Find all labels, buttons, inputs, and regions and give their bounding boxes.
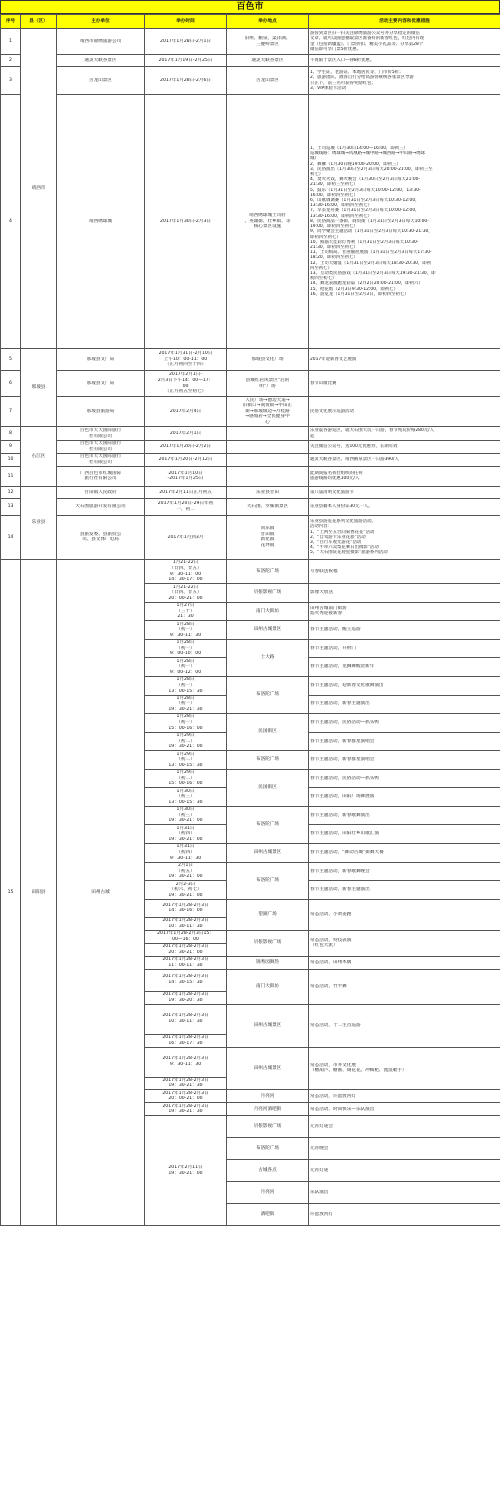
content-cell: 常态活动，时尚快乐—乐队演出 [309, 1103, 500, 1116]
organizer-cell: 百色市天天国际旅行 社有限公司 [57, 427, 145, 441]
time-cell: 2017年1月28-2月3日 9：30-11：30 [145, 1047, 227, 1077]
content-cell: 春节主题活动，龙狮舞醒贺新年 [309, 658, 500, 677]
row-number: 3 [1, 67, 21, 95]
place-cell: 布洛陀广场 [227, 559, 309, 583]
content-cell: 春节主题活动，新春歌舞演出 [309, 806, 500, 825]
content-cell: 2017年迎新春文艺展演 [309, 349, 500, 371]
organizer-cell: 百色市天天国际旅行 社有限公司 [57, 453, 145, 466]
content-cell: 影像大放送 [309, 584, 500, 603]
time-cell: 1月31日 （初四） 9：30-11：30 [145, 844, 227, 863]
time-cell: 2017年2月1日- 2月3日下午14：00—17： 00 （正月初五至初七） [145, 371, 227, 397]
time-cell: 1月28日 （初一） 9：00-12：00 [145, 658, 227, 677]
table-row [1, 55, 500, 67]
content-cell: 游客到景区扫一扫关注锦绣旅游公众号并分享指定的微信 文章，就可以随意抽取景区准备好的新春红包，红包内有现 金（包括新疆篮）、门票折扣、精美小礼品等；分享第28个 微信即可享门票5折优惠。 [309, 29, 500, 55]
time-cell: 1月30日 （初三） 13：00-15：30 [145, 788, 227, 807]
time-cell: 2017年1月28-2月3日 20：00-21：00 [145, 1090, 227, 1103]
place-cell: 县城红岩风景区“启的 明”广场 [227, 371, 309, 397]
organizer-cell: 靖西市锦绣旅游公司 [57, 29, 145, 55]
row-number: 15 [1, 559, 21, 1225]
place-cell: 锦秀园舞热 [227, 956, 309, 969]
place-cell: 田州古城景区 [227, 1047, 309, 1090]
content-cell: 春节主题活动，新春群星演唱会 [309, 732, 500, 751]
time-cell: 1月31日 （初四） 19：30-21：00 [145, 825, 227, 844]
content-cell: 春节主题活动，新春歌舞晚会 [309, 862, 500, 881]
time-cell: 2017年1月20日-2月12日 [145, 453, 227, 466]
content-cell: 春节主题活动，新春主题演出 [309, 881, 500, 900]
content-cell: 春节主题活动，民俗活动—抓头鸭 [309, 769, 500, 788]
content-cell: 乐业震谷游览区，就大石围天坑一日游，春节纯玩价格280元/人 起 [309, 427, 500, 441]
table-row [1, 515, 500, 559]
place-cell: 旧州、鹅泉、渠洋湖、 三叠岭景区 [227, 29, 309, 55]
content-cell: 春节主题活动，开财门 [309, 639, 500, 658]
county-cell: 田阳县 [21, 559, 57, 1225]
time-cell: 2月2-3日 （初六、初七） 19：30-21：00 [145, 881, 227, 900]
header-no: 序号 [1, 15, 21, 29]
table-row [1, 427, 500, 441]
place-cell [227, 453, 309, 466]
row-number: 14 [1, 515, 21, 559]
content-cell: 元宵晚会 [309, 1138, 500, 1160]
table-row [1, 29, 500, 55]
time-cell: 1月28日 （初一） 9：00-10：00 [145, 639, 227, 658]
time-cell: 2017年1月28日-2月6日 [145, 67, 227, 95]
row-number: 8 [1, 427, 21, 441]
content-cell: 常态活动，许愿放河灯 [309, 1090, 500, 1103]
content-cell: 春节山歌比赛 [309, 371, 500, 397]
time-cell: 2017年1月10日 -2017年1月25日 [145, 466, 227, 486]
time-cell: 2017年1月19日-2月25日 [145, 55, 227, 67]
content-cell: 元宵灯谜会 [309, 1116, 500, 1138]
content-cell: 通灵大峡谷景区、靖西鹅泉景区一日游390/人 [309, 453, 500, 466]
content-cell: 常态活动，田州木偶 [309, 956, 500, 969]
table-row [1, 486, 500, 498]
place-cell: 大石围、罗妹洞景区 [227, 498, 309, 515]
content-cell: 许愿放河灯 [309, 1204, 500, 1226]
place-cell: 通灵大峡谷景区 [227, 55, 309, 67]
row-number: 13 [1, 498, 21, 515]
organizer-cell: 甘田镇人民政府 [57, 486, 145, 498]
row-number: 2 [1, 55, 21, 67]
content-cell: 春节主题活动，醒王巡游 [309, 621, 500, 640]
time-cell: 2017年1月28-2月3日 16：30-17：30 [145, 1034, 227, 1047]
time-cell: 1月28日 （初一） 9：30-11：30 [145, 621, 227, 640]
content-cell: 1、土司巡城（1月30日14:00—16:00，即初三） 巡城线路：绣球城→风凰路→城中路→城西路→中山路→绣球 城） 2、舞狮（1月30日晚19:00-20:00，即初三） 3、民俗演出（1月30日至2月3日每天20:00-21:00，即初三至 初七） 4、焚火火戏，舞火晚会（1月30日至2月3日每天21:00- 21:30，即初三至初七） 5、鼓乐（1月31日至2月3日每天10:00-12:00，13:30- 16:00，即初四至初七） 6、山歌调调赛（1月31日至2月3日每天10:30-12:00， 13:30-16:00，即初四至初七） 7、早茶龙舟赛（1月31日至2月3日每天10:00-12:00， 13:30-16:00，即初四至初七） 8、民俗商品一条街，商贸街（1月31日至2月3日每天10:00- 19:00，即初四至初七） 9、同学聚会主题活动（1月31日至2月3日每天10:30-21:30， 即初四至初七） 10、熊猫天佳彩灯秀利（1月31日至2月3日每天10:30- 21:30，即初四至初七） 11、土司棋局、甘蔗偷蔗展演（1月31日至2月3日每天17:30- 18:20，即初四至初七） 12、土司大婚宴（1月31日至2月3日每天18:30-20:30，即初 四至初七） 13、互动类民俗游戏（1月31日至2月3日每天19:30-21:30，即 初四至初七） 14、舞龙表演跑龙彩篇（2月2日20:00-21:00，即初六） 15、抢花炮（2月3日9:30-12:00，即初七） 16、游览龙（1月31日至2月3日，即初四至初七） [309, 95, 500, 349]
place-cell [227, 466, 309, 486]
table-row [1, 559, 500, 583]
place-cell: 南门大街坊 [227, 969, 309, 1004]
content-cell: 春节主题活动，田阳壮乡山歌汇演 [309, 825, 500, 844]
place-cell: 靖西绣球城土司府 、英雄街、壮乡街、等 核心景区设施 [227, 95, 309, 349]
county-cell: 乐业县 [21, 486, 57, 559]
organizer-cell: 那坡县文广局 [57, 371, 145, 397]
place-cell: 贝侬影视广场 [227, 1116, 309, 1138]
organizer-cell: 那坡县旅游局 [57, 397, 145, 427]
place-cell: 酒吧街 [227, 1204, 309, 1226]
content-cell: 不再限于景区入口—律8折优惠。 [309, 55, 500, 67]
content-cell: 春节主题活动，新春主题演出 [309, 695, 500, 714]
place-cell: 田州古城景区 [227, 1004, 309, 1047]
table-row [1, 453, 500, 466]
time-cell: 2017年1月到3月 [145, 515, 227, 559]
header-time: 举办时间 [145, 15, 227, 29]
page-title: 百色市 [0, 0, 500, 14]
time-cell: 2017年1月28-2月3日 14：30-15：30 [145, 969, 227, 991]
table-row [1, 498, 500, 515]
content-cell: 春节主题活动，田阳广场舞展演 [309, 788, 500, 807]
row-number: 1 [1, 29, 21, 55]
header-organizer: 主办单位 [57, 15, 145, 29]
place-cell: 望湖广场 [227, 899, 309, 930]
place-cell: 月亮河 [227, 1182, 309, 1204]
row-number: 11 [1, 466, 21, 486]
content-cell: 春节主题活动，迎新春文化歌舞演出 [309, 676, 500, 695]
table-header-row [1, 15, 500, 29]
content-cell: 关注微信公众号，送100元优惠券，长期有效 [309, 441, 500, 454]
time-cell: 2017年2月11日正月初五 [145, 486, 227, 498]
time-cell: 2017年1月28-2月3日15： 00—16：00 [145, 930, 227, 943]
organizer-cell: 通灵大峡谷景区 [57, 55, 145, 67]
time-cell: 1月21-22日 （廿四、廿五） 20：00-21：00 [145, 584, 227, 603]
row-number: 6 [1, 371, 21, 397]
row-number: 7 [1, 397, 21, 427]
content-cell: 常态活动，十二生肖巡游 [309, 1004, 500, 1047]
place-cell: 布洛陀广场 [227, 806, 309, 843]
content-cell: 民俗文化展示巡游活动 [309, 397, 500, 427]
time-cell: 1月21-22日 （廿四、廿五） 9：30-11：00 14：30-17：00 [145, 559, 227, 583]
time-cell: 1月28日 （初一） 13：00-15：30 [145, 676, 227, 695]
time-cell: 2017年1月28-2月3日 19：30-20：30 [145, 991, 227, 1004]
content-cell: 此期间报名我社组织的任何 旅游线路均优惠100元/人 [309, 466, 500, 486]
time-cell: 2017年1月28日-2月1日 [145, 29, 227, 55]
content-cell: 春节主题活动，“舞动古城”街舞大赛 [309, 844, 500, 863]
organizer-cell: 田州古城 [57, 559, 145, 1225]
time-cell: 2017年1月28-2月3日 11：00-11：30 [145, 956, 227, 969]
time-cell: 1月29日 （初二） 15：00-16：00 [145, 769, 227, 788]
table-row [1, 349, 500, 371]
organizer-cell: 靖西绣球城 [57, 95, 145, 349]
time-cell: 2017年1月31日-2月10日 上午10：00-11：00 （正月初四至十四） [145, 349, 227, 371]
time-cell: 1月30日 （初三） 19：30-21：00 [145, 806, 227, 825]
row-number: 10 [1, 453, 21, 466]
events-table [0, 14, 500, 1226]
place-cell: 布洛陀广场 [227, 862, 309, 899]
content-cell: 常态活动，竹竿舞 [309, 969, 500, 1004]
organizer-cell: 那坡县文广局 [57, 349, 145, 371]
time-cell: 2017年1月28-2月3日 19：30-21：30 [145, 1103, 227, 1116]
table-row [1, 95, 500, 349]
content-cell: 乐业县游览花系列文化旅游活动。 活动内容： 1、“上两至五台向菊香花花”活动 2、“自驾游卡乐业花旅”活动 3、“百行车观光游花”活动 4、“牛拜六卖梨花乘日出摄影”活动 5、“大石围赏花观星摄影”旅游系列活动 [309, 515, 500, 559]
time-cell: 1月29日 （初二） 19：30-21：00 [145, 732, 227, 751]
table-row [1, 441, 500, 454]
content-cell: 乐业县籍本人身份证30元一人。 [309, 498, 500, 515]
place-cell: 月亮河 [227, 1090, 309, 1103]
time-cell: 2017年1月28-2月3日 19：30-21：30 [145, 1077, 227, 1090]
place-cell [227, 441, 309, 454]
header-content: 活动主要内容和优惠措施 [309, 15, 500, 29]
row-number: 12 [1, 486, 21, 498]
place-cell: 人民广场→德边大道→ 旧街口→商贸街→甲田正 街→那坡镇边→月桂路 →感坡岩→全民健身中 心 [227, 397, 309, 427]
content-cell: 田州古城南门街坊 焰火秀迎接新春 [309, 602, 500, 621]
table-row [1, 371, 500, 397]
table-row [1, 466, 500, 486]
time-cell: 2017年2月4日 [145, 397, 227, 427]
time-cell: 2月1日 （初五） 19：30-21：00 [145, 862, 227, 881]
place-cell: 田州古城景区 [227, 844, 309, 863]
time-cell: 2017年1月30日-2月3日 [145, 95, 227, 349]
place-cell: 古城各点 [227, 1160, 309, 1182]
county-cell: 那坡县 [21, 349, 57, 427]
content-cell: 春节主题活动，民俗活动—抓头鸭 [309, 714, 500, 733]
place-cell: 布洛陀广场 [227, 1138, 309, 1160]
time-cell: 2017年1月28-2月3日 10：30-11：30 [145, 1004, 227, 1034]
place-cell: 贝侬影视广场 [227, 584, 309, 603]
organizer-cell: 县旅发委、县旅投公 司、县文体广电局 [57, 515, 145, 559]
time-cell: 2017年1月20日-2月2日 [145, 441, 227, 454]
row-number: 4 [1, 95, 21, 349]
place-cell: 布洛陀广场 [227, 751, 309, 770]
table-row [1, 397, 500, 427]
content-cell: 常态活动，市井文化展 （糖葫芦、糖画、锡花花、冲糯粑、流浪歌手） [309, 1047, 500, 1090]
time-cell: 2017年1月28-2月3日 14：30-16：00 [145, 899, 227, 917]
content-cell: 写春联送祝福 [309, 559, 500, 583]
county-cell: 右江区 [21, 427, 57, 487]
row-number: 9 [1, 441, 21, 454]
content-cell: 常态活动，特技表演 （红包大派） [309, 930, 500, 956]
place-cell: 民国街区 [227, 769, 309, 806]
organizer-cell: 古龙山景区 [57, 67, 145, 95]
content-cell: 春节主题活动，新春群星演唱会 [309, 751, 500, 770]
row-number: 5 [1, 349, 21, 371]
time-cell: 2017年1月28-2月3日 10：30-11：30 [145, 917, 227, 930]
header-county: 县（区） [21, 15, 57, 29]
time-cell: 2017年1月28-2月3日 20：30-21：00 [145, 943, 227, 956]
content-cell: 第八届清明文化旅游节 [309, 486, 500, 498]
place-cell: 土大路 [227, 639, 309, 676]
place-cell: 同乐镇 甘田镇 新化镇 花坪镇 [227, 515, 309, 559]
place-cell: 布洛陀广场 [227, 676, 309, 713]
place-cell: 南门大街坊 [227, 602, 309, 621]
content-cell: 常态活动，小黄姜跑 [309, 899, 500, 930]
time-cell: 2017年2月11日 19：30-21：00 [145, 1116, 227, 1226]
organizer-cell: 百色市天天国际旅行 社有限公司 [57, 441, 145, 454]
place-cell: 古龙山景区 [227, 67, 309, 95]
time-cell: 2017年2月1日 [145, 427, 227, 441]
time-cell: 1月27日 （三十） 21：30 [145, 602, 227, 621]
county-cell: 靖西市 [21, 29, 57, 349]
time-cell: 1月28日 （初一） 15：00-16：00 [145, 714, 227, 733]
table-row [1, 67, 500, 95]
place-cell: 乐业县甘田 [227, 486, 309, 498]
place-cell: 民国街区 [227, 714, 309, 751]
place-cell: 那坡县文化广场 [227, 349, 309, 371]
content-cell: 1、学生证、老游证、本地居民等，门市价5折； 2、旅游团队、散客自行分给高游客统统各张景区导游 公正下，前三名可获得奖励红包； 3、VIP体验卡活动 [309, 67, 500, 95]
place-cell [227, 427, 309, 441]
time-cell: 1月29日 （初二） 13：00-15：30 [145, 751, 227, 770]
content-cell: 乐队演出 [309, 1182, 500, 1204]
place-cell: 田州古城景区 [227, 621, 309, 640]
time-cell: 2017年1月20日-29日年初 一、初二 [145, 498, 227, 515]
header-place: 举办地点 [227, 15, 309, 29]
organizer-cell: 大石围旅游开发有限公司 [57, 498, 145, 515]
content-cell: 元宵灯谜 [309, 1160, 500, 1182]
place-cell: 月亮河酒吧街 [227, 1103, 309, 1116]
place-cell: 贝侬影视广场 [227, 930, 309, 956]
time-cell: 1月28日 （初一） 19：30-21：30 [145, 695, 227, 714]
organizer-cell: 广西百色市红城国际 旅行社有限公司 [57, 466, 145, 486]
